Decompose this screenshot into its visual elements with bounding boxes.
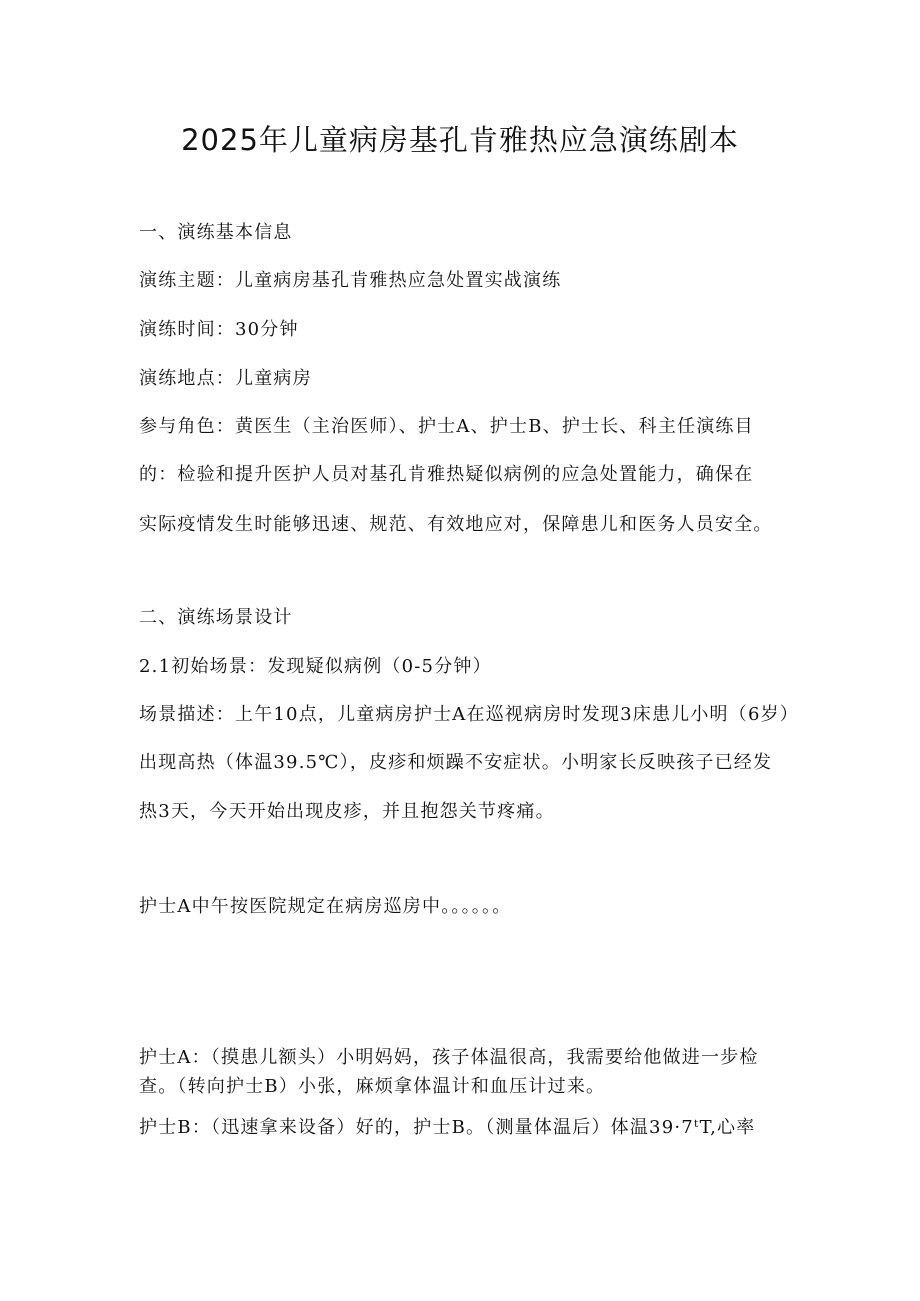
dialog-nurse-b-line-1: 护士B：（迅速拿来设备）好的，护士B。（测量体温后）体温39·7ᵗT,心率 xyxy=(139,1117,756,1138)
scene-title: 2.1初始场景：发现疑似病例（0-5分钟） xyxy=(139,656,492,677)
scene-desc-line-1: 场景描述：上午10点，儿童病房护士A在巡视病房时发现3床患儿小明（6岁） xyxy=(139,704,800,725)
drill-place: 演练地点：儿童病房 xyxy=(139,368,312,389)
dialog-nurse-a-line-2: 查。（转向护士B）小张，麻烦拿体温计和血压计过来。 xyxy=(139,1076,606,1097)
drill-time: 演练时间：30分钟 xyxy=(139,319,299,340)
drill-roles-line-1: 参与角色：黄医生（主治医师）、护士A、护士B、护士长、科主任演练目 xyxy=(139,416,754,437)
drill-topic: 演练主题：儿童病房基孔肯雅热应急处置实战演练 xyxy=(139,270,562,291)
scene-desc-line-3: 热3天，今天开始出现皮疹，并且抱怨关节疼痛。 xyxy=(139,801,555,822)
drill-roles-line-2: 的：检验和提升医护人员对基孔肯雅热疑似病例的应急处置能力，确保在 xyxy=(139,464,754,485)
page-title: 2025年儿童病房基孔肯雅热应急演练剧本 xyxy=(181,123,739,157)
section-2-heading: 二、演练场景设计 xyxy=(139,607,293,628)
scene-desc-line-2: 出现高热（体温39.5℃），皮疹和烦躁不安症状。小明家长反映孩子已经发 xyxy=(139,752,773,773)
drill-roles-line-3: 实际疫情发生时能够迅速、规范、有效地应对，保障患儿和医务人员安全。 xyxy=(139,514,773,535)
dialog-nurse-a-line-1: 护士A：（摸患儿额头）小明妈妈，孩子体温很高，我需要给他做进一步检 xyxy=(139,1047,759,1068)
round-note: 护士A中午按医院规定在病房巡房中。。。。。。 xyxy=(139,896,512,917)
section-1-heading: 一、演练基本信息 xyxy=(139,222,293,243)
